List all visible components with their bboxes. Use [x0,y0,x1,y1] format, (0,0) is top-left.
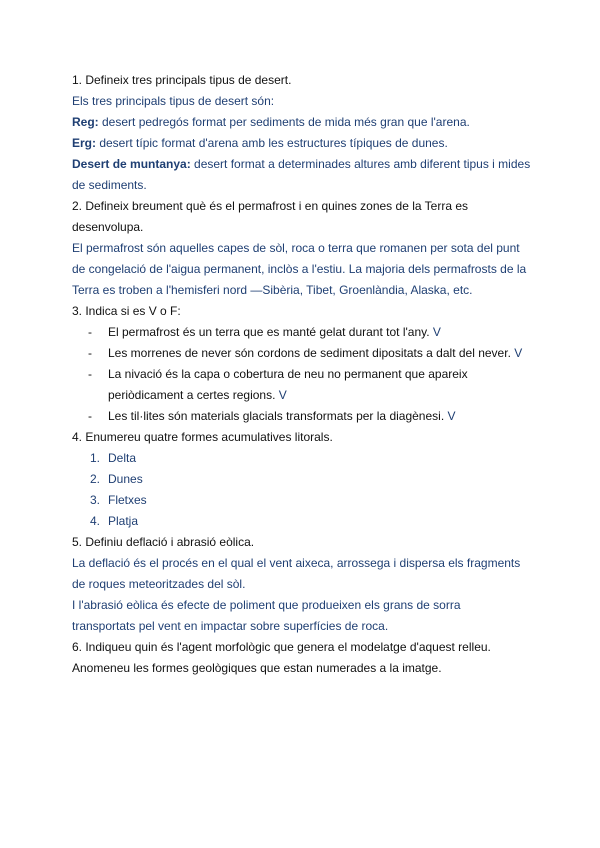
statement-answer: V [432,325,441,339]
definition-erg: desert típic format d'arena amb les estructures típiques de dunes. [96,136,448,150]
term-reg: Reg: [72,115,99,129]
list-text: Platja [108,514,139,528]
question-1: 1. Defineix tres principals tipus de desert. [72,73,292,87]
statement-text: Les til·lites són materials glacials transformats per la diagènesi. [108,409,445,423]
list-number: 2. [90,472,101,486]
list-item [72,322,532,343]
answer-1-reg [72,112,532,133]
question-4: 4. Enumereu quatre formes acumulatives litorals. [72,430,333,444]
list-item [72,364,532,406]
statement-text: La nivació és la capa o cobertura de neu no permanent que apareix periòdicament a certes regions. [108,367,468,402]
question-2: 2. Defineix breument què és el permafrost i en quines zones de la Terra es desenvolupa. [72,199,468,234]
question-5: 5. Definiu deflació i abrasió eòlica. [72,535,255,549]
list-item [72,469,532,490]
list-item [72,343,532,364]
dash-bullet: - [88,367,92,381]
statement-text: El permafrost és un terra que es manté gelat durant tot l'any. [108,325,430,339]
term-desert-muntanya: Desert de muntanya: [72,157,191,171]
statement-text: Les morrenes de never són cordons de sediment dipositats a dalt del never. [108,346,511,360]
answer-2: El permafrost són aquelles capes de sòl, roca o terra que romanen per sota del punt de congelació de l'aigua permanent, inclòs a l'estiu. La majoria dels permafrosts de la Terra es troben a l'hemisferi nord —Sibèria, Tibet, Groenlàndia, Alaska, etc. [72,241,527,297]
dash-bullet: - [88,409,92,423]
document-page [72,70,532,679]
definition-reg: desert pedregós format per sediments de mida més gran que l'arena. [98,115,470,129]
statement-answer: V [514,346,523,360]
list-number: 3. [90,493,101,507]
term-erg: Erg: [72,136,96,150]
dash-bullet: - [88,346,92,360]
statement-answer: V [278,388,287,402]
definition-desert-muntanya: desert format a determinades altures amb diferent tipus i mides de sediments. [72,157,531,192]
list-item [72,406,532,427]
list-text: Fletxes [108,493,147,507]
question-6: 6. Indiqueu quin és l'agent morfològic que genera el modelatge d'aquest relleu. Anomeneu les formes geològiques que estan numerades a la imatge. [72,640,491,675]
answer-1-muntanya [72,154,532,196]
answer-5-deflacio: La deflació és el procés en el qual el vent aixeca, arrossega i dispersa els fragments de roques meteoritzades del sòl. [72,556,521,591]
list-item [72,448,532,469]
list-number: 1. [90,451,101,465]
list-number: 4. [90,514,101,528]
answer-5-abrasio: I l'abrasió eòlica és efecte de poliment que produeixen els grans de sorra transportats pel vent en impactar sobre superfícies de roca. [72,598,461,633]
list-text: Delta [108,451,137,465]
list-item [72,490,532,511]
question-3: 3. Indica si es V o F: [72,304,181,318]
statement-answer: V [447,409,456,423]
dash-bullet: - [88,325,92,339]
list-item [72,511,532,532]
list-text: Dunes [108,472,143,486]
answer-1-intro: Els tres principals tipus de desert són: [72,94,275,108]
answer-1-erg [72,133,532,154]
